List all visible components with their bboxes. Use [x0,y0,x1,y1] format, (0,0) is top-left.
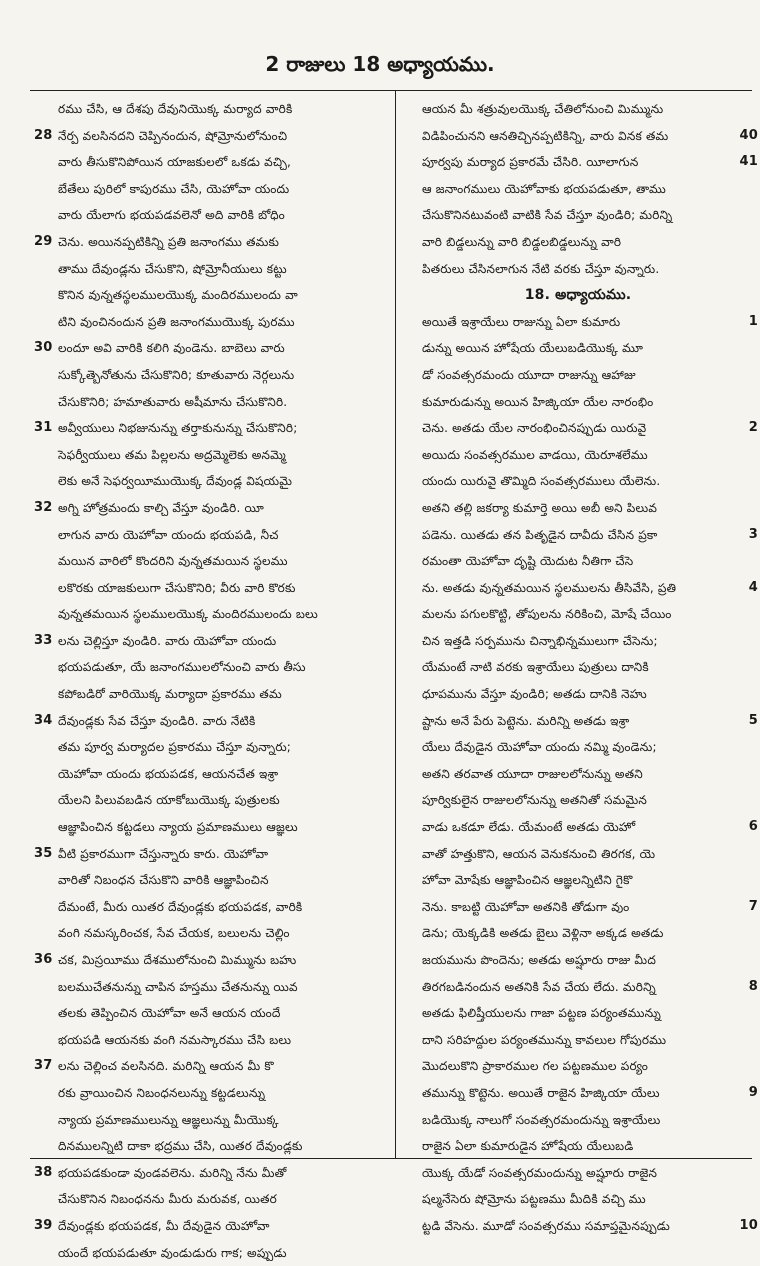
text-line [34,894,394,921]
verse-number: 9 [748,1084,758,1100]
line-text: ట్టడి వేసెను. మూడో సంవత్సరము సమాప్తమైనప్పుడు [422,1218,670,1233]
text-line [398,601,758,628]
line-text: అగ్ని హోత్రమందు కాల్చి వేస్తూ వుండిరి. యీ [58,500,264,515]
text-line [34,761,394,788]
verse-number: 28 [34,127,53,143]
line-text: చెను. అతడు యేల నారంభించినప్పుడు యిరువై [422,421,647,436]
verse-number: 4 [748,579,758,595]
text-line [398,256,758,283]
text-line [398,202,758,229]
text-line [34,202,394,229]
line-text: వారి బిడ్డలున్ను వారి బిడ్డలబిడ్డలున్ను వారి [422,234,622,249]
text-line [34,548,394,575]
text-line [34,335,394,362]
text-line [34,1080,394,1107]
line-text: దేవుండ్లకు భయపడక, మీ దేవుడైన యెహోవా [58,1218,270,1233]
line-text: లెకు అనే సెఫర్వయీముయొక్క దేవుండ్ల విషయమై [58,474,293,489]
line-text: అతని తరవాత యూదా రాజులలోనున్ను అతని [422,766,643,781]
text-line [34,362,394,389]
text-line [34,947,394,974]
line-text: బడియొక్క నాలుగో సంవత్సరమందున్ను ఇశ్రాయేలు [422,1112,661,1127]
text-line [398,335,758,362]
text-line [398,123,758,150]
text-line [34,867,394,894]
text-line [398,787,758,814]
text-line [398,495,758,522]
line-text: యేమంటే నాటి వరకు ఇశ్రాయేలు పుత్రులు దానికి [422,660,649,675]
line-text: టిని వుంచినందున ప్రతి జనాంగముయొక్క పురము [58,314,295,329]
text-line [34,176,394,203]
line-text: అయితే ఇశ్రాయేలు రాజున్ను ఏలా కుమారు [422,314,621,329]
line-text: సుక్కోత్బెనోతును చేసుకొనిరి; కూతువారు నెర్గలును [58,367,295,382]
line-text: చేసుకొనినటువంటి వాటికి సేవ చేస్తూ వుండిరి; మరిన్ని [422,208,673,223]
text-line [34,1027,394,1054]
verse-number: 36 [34,952,53,967]
line-text: భయపడుతూ, యే జనాంగములలోనుంచి వారు తీసు [58,660,306,675]
line-text: కొనిన వున్నతస్థలములయొక్క మందిరములందు వా [58,288,298,303]
line-text: ను. అతడు వున్నతమయిన స్థలములను తీసివేసి, ప్రతి [422,580,677,595]
text-line [398,548,758,575]
text-line [398,442,758,469]
text-line [398,947,758,974]
column-divider [395,90,396,1158]
text-line [398,974,758,1001]
text-line [34,734,394,761]
line-text: ఆయన మీ శత్రువులయొక్క చేతిలోనుంచి మిమ్మును [422,102,664,116]
line-text: లను చెల్లించ వలసినది. మరిన్ని ఆయన మీ కొ [58,1059,274,1074]
verse-number: 33 [34,632,53,648]
line-text: చక, మిస్రయీము దేశములోనుంచి మిమ్మును బహు [58,953,297,967]
line-text: చేసుకొనిరి; హమాతువారు అషీమాను చేసుకొనిరి. [58,394,288,409]
text-line [398,681,758,708]
line-text: నెను. కాబట్టి యెహోవా అతనికి తోడుగా వుం [422,899,630,914]
line-text: పూర్వపు మర్యాద ప్రకారమే చేసిరి. యీలాగున [422,155,639,170]
verse-number: 7 [748,898,758,914]
text-line [398,229,758,256]
text-line [34,389,394,416]
line-text: హోవా మోషేకు ఆజ్ఞాపించిన ఆజ్ఞలన్నిటిని గైకొ [422,873,633,888]
line-text: వాడు ఒకడూ లేడు. యేమంటే అతడు యెహో [422,820,636,835]
text-line [398,920,758,947]
line-text: తిరగబడినందున అతనికి సేవ చేయ లేదు. మరిన్ని [422,979,656,994]
line-text: ధూపమును వేస్తూ వుండిరి; అతడు దానికి నెహు [422,687,647,702]
text-line [398,1027,758,1054]
text-line [34,628,394,655]
line-text: డో సంవత్సరమందు యూదా రాజున్ను ఆహాజు [422,367,636,382]
verse-number: 37 [34,1058,53,1074]
line-text: పడెను. యితడు తన పితృడైన దావీదు చేసిన ప్రకా [422,527,658,542]
line-text: దేమంటే, మీరు యితర దేవుండ్లకు భయపడక, వారికి [58,899,303,914]
text-line [398,867,758,894]
line-text: మలను పగులకొట్టి, తోపులను నరికించి, మోషే చేయిం [422,607,672,622]
text-line [398,362,758,389]
line-text: జయమును పొందెను; అతడు అష్షూరు రాజు మీద [422,953,656,967]
text-line [398,522,758,549]
verse-number: 41 [739,154,758,170]
line-text: విడిపించునని ఆనతిచ్చినప్పటికిన్ని, వారు వినక తమ [422,128,669,143]
text-line [34,1213,394,1240]
line-text: రము చేసి, ఆ దేశపు దేవునియొక్క మర్యాద వారికి [58,102,293,116]
line-text: డున్ను అయిన హోషేయ యేలుబడియొక్క మూ [422,341,644,356]
text-line [34,575,394,602]
text-line [398,309,758,336]
line-text: కుమారుడున్ను అయిన హిజ్కియా యేల నారంభిం [422,394,654,409]
text-line [34,468,394,495]
verse-number: 40 [739,127,758,143]
verse-number: 2 [748,420,758,436]
line-text: యేలని పిలువబడిన యాకోబుయొక్క పుత్రులకు [58,793,280,808]
line-text: తాము దేవుండ్లను చేసుకొని, షోమ్రోనీయులు కట్టు [58,261,287,276]
line-text: వారు తీసుకొనిపోయిన యాజకులలో ఒకడు వచ్చి, [58,155,292,170]
text-line [34,123,394,150]
text-line [398,1053,758,1080]
line-text: ఆ జనాంగములు యెహోవాకు భయపడుతూ, తాము [422,181,666,196]
line-text: తలకు తెప్పించిన యెహోవా అనే ఆయన యందే [58,1006,281,1021]
line-text: దేవుండ్లకు సేవ చేస్తూ వుండిరి. వారు నేటికి [58,713,256,728]
line-text: న్యాయ ప్రమాణములున్ను ఆజ్ఞలున్ను మీయొక్క [58,1112,279,1127]
text-line [398,149,758,176]
line-text: రకు వ్రాయించిన నిబంధనలున్ను కట్టడలున్ను [58,1085,266,1100]
line-text: అయిదు సంవత్సరముల వాడయి, యెరూశలేము [422,447,648,462]
page-header: 2 రాజులు 18 అధ్యాయము. [265,52,495,76]
left-column [34,96,394,1266]
text-line [34,654,394,681]
line-text: సెఫర్వీయులు తమ పిల్లలను అద్రమ్మెలెకు అనమ్మె [58,447,286,462]
text-line [34,149,394,176]
text-line [398,1160,758,1187]
verse-number: 30 [34,340,53,356]
verse-number: 31 [34,420,53,436]
text-line [34,1107,394,1134]
text-line [398,761,758,788]
verse-number: 35 [34,845,53,861]
text-line [398,1107,758,1134]
text-line [34,787,394,814]
line-text: అతని తల్లి జకర్యా కుమార్తె అయి అబీ అని పిలువ [422,500,658,515]
text-line [398,1186,758,1213]
text-line [34,1053,394,1080]
verse-number: 29 [34,233,53,249]
footer-rule [30,1158,752,1159]
line-text: యందు యిరువై తొమ్మిది సంవత్సరములు యేలెను. [422,474,661,489]
verse-number: 1 [748,313,758,329]
line-text: యెహోవా యందు భయపడక, ఆయనచేత ఇశ్రా [58,766,279,781]
line-text: అతడు ఫిలిష్తీయులను గాజా పట్టణ పర్యంతమున్ను [422,1006,662,1021]
line-text: బలముచేతనున్ను చాపిన హస్తము చేతనున్ను యివ [58,979,298,994]
verse-number: 5 [748,712,758,728]
verse-number: 6 [748,819,758,835]
line-text: తమ పూర్వ మర్యాదల ప్రకారము చేస్తూ వున్నారు; [58,740,292,755]
line-text: ఆజ్ఞాపించిన కట్టడలు న్యాయ ప్రమాణములు ఆజ్ఞలు [58,820,298,835]
text-line [34,309,394,336]
text-line [398,176,758,203]
text-line [34,814,394,841]
line-text: చెను. అయినప్పటికిన్ని ప్రతి జనాంగము తమకు [58,234,280,249]
text-line [34,495,394,522]
text-line [34,229,394,256]
text-line [398,654,758,681]
line-text: వీటి ప్రకారముగా చేస్తున్నారు కారు. యెహోవా [58,846,269,861]
line-text: లను చెల్లిస్తూ వుండిరి. వారు యెహోవా యందు [58,633,277,648]
text-line [398,468,758,495]
verse-number: 3 [748,526,758,542]
line-text: వంగి నమస్కరించక, సేవ చేయక, బలులను చెల్లిం [58,926,290,941]
text-line [398,1000,758,1027]
verse-number: 10 [739,1217,758,1233]
text-line [34,1000,394,1027]
chapter-title: 18. అధ్యాయము. [524,287,632,304]
line-text: దినములన్నిటి దాకా భద్రము చేసి, యితర దేవుండ్లకు [58,1139,303,1154]
text-line [34,1133,394,1160]
line-text: దాని సరిహద్దుల పర్యంతమున్ను కావలుల గోపురము [422,1032,667,1047]
text-line [34,920,394,947]
text-line [34,1240,394,1266]
line-text: బేతేలు పురిలో కాపురము చేసి, యెహోవా యందు [58,181,290,196]
line-text: మొదలుకొని ప్రాకారముల గల పట్టణముల పర్యం [422,1059,649,1074]
line-text: చిన ఇత్తడి సర్పమును చిన్నాభిన్నములుగా చేసెను; [422,633,658,648]
text-line [34,708,394,735]
line-text: వాతో హత్తుకొని, ఆయన వెనుకనుంచి తిరగక, యె [422,846,656,861]
line-text: వారు యేలాగు భయపడవలెనో అది వారికి బోధిం [58,208,285,223]
text-line [398,894,758,921]
text-line [34,1160,394,1187]
text-line [398,389,758,416]
line-text: కపోబడిరో వారియొక్క మర్యాదా ప్రకారము తమ [58,687,282,702]
verse-number: 39 [34,1217,53,1233]
text-line [34,522,394,549]
line-text: నేర్ప వలసినదని చెప్పినందున, షోమ్రోనులోనుంచి [58,128,288,143]
text-line [398,1080,758,1107]
line-text: డెను; యెక్కడికి అతడు బైలు వెళ్లినా అక్కడ అతడు [422,926,664,941]
line-text: వున్నతమయిన స్థలములయొక్క మందిరములందు బలు [58,607,318,622]
line-text: రాజైన ఏలా కుమారుడైన హోషేయ యేలుబడి [422,1139,634,1154]
text-line [34,96,394,123]
text-line [34,974,394,1001]
text-line [34,601,394,628]
text-line [34,415,394,442]
line-text: వారితో నిబంధన చేసుకొని వారికి ఆజ్ఞాపించిన [58,873,269,888]
line-text: పూర్వికులైన రాజులలోనున్ను అతనితో సమమైన [422,793,648,808]
text-line [34,1186,394,1213]
text-line [34,256,394,283]
line-text: భయపడకుండా వుండవలెను. మరిన్ని నేను మీతో [58,1165,287,1180]
verse-number: 32 [34,499,53,515]
text-line [398,575,758,602]
text-line [34,282,394,309]
line-text: అవ్వీయులు నిభజునున్ను తర్తాకునున్ను చేసుకొనిరి; [58,421,298,436]
verse-number: 34 [34,712,53,728]
line-text: మయిన వారిలో కొందరిని వున్నతమయిన స్థలము [58,554,288,569]
line-text: రమంతా యెహోవా దృష్టి యెదుట నీతిగా చేసె [422,554,634,569]
line-text: లకొరకు యాజకులుగా చేసుకొనిరి; వీరు వారి కొరకు [58,580,296,595]
text-line [398,1133,758,1160]
line-text: లందూ అవి వారికి కలిగి వుండెను. బాబెలు వారు [58,341,285,356]
text-line [398,734,758,761]
text-line [398,628,758,655]
line-text: చేసుకొనిన నిబంధనను మీరు మరువక, యితర [58,1192,277,1207]
header-rule [30,90,752,91]
right-column [398,96,758,1240]
line-text: లాగున వారు యెహోవా యందు భయపడి, నీచ [58,527,279,542]
verse-number: 38 [34,1164,53,1180]
text-line [398,96,758,123]
line-text: ష్టాను అనే పేరు పెట్టెను. మరిన్ని అతడు ఇశ్రా [422,713,630,728]
line-text: షల్మనేసెరు షోమ్రోను పట్టణము మీదికి వచ్చి ము [422,1192,646,1207]
line-text: యందే భయపడుతూ వుండుడురు గాక; అప్పుడు [58,1245,287,1260]
verse-number: 8 [748,978,758,994]
text-line [34,442,394,469]
text-line [34,681,394,708]
line-text: పితరులు చేసినలాగున నేటి వరకు చేస్తూ వున్నారు. [422,261,660,276]
line-text: యొక్క యేడో సంవత్సరమందున్ను అష్షూరు రాజైన [422,1165,658,1180]
line-text: భయపడి ఆయనకు వంగి నమస్కారము చేసి బలు [58,1032,292,1047]
text-line [398,1213,758,1240]
text-line [398,708,758,735]
line-text: యేలు దేవుడైన యెహోవా యందు నమ్మి వుండెను; [422,740,657,755]
text-line [398,814,758,841]
text-line [398,415,758,442]
text-line [398,841,758,868]
text-line [34,841,394,868]
line-text: తమున్ను కొట్టెను. అయితే రాజైన హిజ్కియా యేలు [422,1085,660,1100]
